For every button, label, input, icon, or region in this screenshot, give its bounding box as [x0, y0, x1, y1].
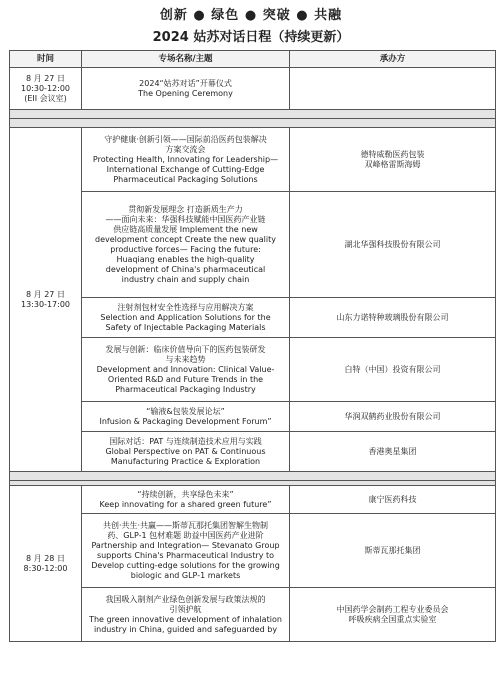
- topic-cell: [82, 588, 290, 642]
- organizer-cell: [290, 192, 496, 298]
- topic-text: 守护健康·创新引领——国际前沿医药包装解决: [104, 134, 267, 144]
- organizer-cell: [290, 128, 496, 192]
- topic-text: International Exchange of Cutting-Edge: [106, 164, 265, 174]
- topic-cell: [82, 298, 290, 338]
- time-text: 8:30-12:00: [23, 563, 68, 573]
- topic-text: Develop cutting-edge solutions for the growing: [91, 560, 280, 570]
- time-text: 8 月 28 日: [26, 553, 65, 563]
- topic-text: productive forces— Facing the future:: [110, 244, 261, 254]
- topic-cell: [82, 338, 290, 402]
- organizer-text: 华润双鹤药业股份有限公司: [344, 411, 441, 421]
- topic-cell: [82, 192, 290, 298]
- organizer-text: 康宁医药科技: [368, 494, 417, 504]
- organizer-cell: [290, 338, 496, 402]
- page-title: 2024 姑苏对话日程（持续更新）: [152, 30, 350, 45]
- organizer-cell: [290, 298, 496, 338]
- time-text: 8 月 27 日: [26, 289, 65, 299]
- organizer-text: 山东力诺特种玻璃股份有限公司: [336, 312, 449, 322]
- time-text: 8 月 27 日: [26, 73, 65, 83]
- time-cell: [10, 128, 82, 472]
- table-row: [10, 298, 496, 338]
- topic-text: development concept Create the new quality: [95, 234, 276, 244]
- topic-text: 注射剂包材安全性选择与应用解决方案: [117, 302, 254, 312]
- topic-text: Safety of Injectable Packaging Materials: [105, 322, 266, 332]
- topic-text: Infusion & Packaging Development Forum”: [99, 416, 272, 426]
- organizer-text: 湖北华强科技股份有限公司: [344, 239, 441, 249]
- table-row: [10, 128, 496, 192]
- topic-text: Huaqiang enables the high-quality: [116, 254, 255, 264]
- topic-cell: [82, 128, 290, 192]
- topic-cell: [82, 486, 290, 514]
- topic-text: 方案交流会: [165, 144, 206, 154]
- time-text: 10:30-12:00: [21, 83, 70, 93]
- table-row: [10, 514, 496, 588]
- organizer-cell: [290, 588, 496, 642]
- table-row: [10, 68, 496, 110]
- table-row: [10, 338, 496, 402]
- topic-text: “输液&包装发展论坛”: [146, 406, 225, 416]
- time-text: (EII 会议室): [24, 93, 67, 103]
- topic-text: Oriented R&D and Future Trends in the: [107, 374, 264, 384]
- column-header-topic: 专场名称/主题: [82, 51, 290, 68]
- table-row: [10, 432, 496, 472]
- topic-cell: [82, 402, 290, 432]
- time-text: 13:30-17:00: [21, 299, 70, 309]
- topic-cell: [82, 68, 290, 110]
- topic-text: supports China's Pharmaceutical Industry to: [96, 550, 275, 560]
- topic-text: 发展与创新：临床价值导向下的医药包装研发: [105, 344, 266, 354]
- topic-text: Manufacturing Practice & Exploration: [110, 456, 261, 466]
- organizer-text: 德特威勒医药包装: [360, 149, 425, 159]
- organizer-text: 双峰格雷斯海姆: [364, 159, 421, 169]
- topic-text: Pharmaceutical Packaging Industry: [115, 384, 256, 394]
- topic-cell: [82, 432, 290, 472]
- topic-text: 药、GLP-1 包材难题 助益中国医药产业进阶: [107, 530, 264, 540]
- topic-text: Global Perspective on PAT & Continuous: [105, 446, 266, 456]
- topic-text: 2024“姑苏对话”开幕仪式: [139, 78, 232, 88]
- topic-text: Partnership and Integration— Stevanato Group: [91, 540, 280, 550]
- time-cell: [10, 68, 82, 110]
- table-row: [10, 192, 496, 298]
- column-header-time: 时间: [10, 51, 82, 68]
- topic-text: 引领护航: [169, 604, 202, 614]
- topic-text: 供应链高质量发展 Implement the new: [113, 224, 258, 234]
- organizer-cell: [290, 68, 496, 110]
- topic-text: “持续创新，共享绿色未来”: [137, 489, 234, 499]
- organizer-cell: [290, 432, 496, 472]
- topic-text: The green innovative development of inhalation: [89, 614, 282, 624]
- section-divider: [10, 110, 496, 119]
- topic-text: industry in China, guided and safeguarded by: [93, 624, 278, 634]
- topic-text: 共创·共生·共赢——斯蒂瓦那托集团智解生物制: [102, 520, 269, 530]
- topic-text: 贯彻新发展理念 打造新质生产力: [128, 204, 243, 214]
- topic-text: ——面向未来：华强科技赋能中国医药产业链: [105, 214, 266, 224]
- topic-text: 我国吸入制剂产业绿色创新发展与政策法规的: [105, 594, 266, 604]
- table-row: [10, 402, 496, 432]
- organizer-text: 呼吸疾病全国重点实验室: [348, 614, 437, 624]
- topic-text: 与未来趋势: [165, 354, 206, 364]
- organizer-cell: [290, 514, 496, 588]
- column-header-organizer: 承办方: [290, 51, 496, 68]
- table-header-row: [10, 51, 496, 68]
- organizer-text: 白特（中国）投资有限公司: [344, 364, 441, 374]
- topic-text: Protecting Health, Innovating for Leadership—: [92, 154, 279, 164]
- schedule-table: [9, 50, 496, 642]
- topic-text: Selection and Application Solutions for the: [100, 312, 271, 322]
- topic-text: biologic and GLP-1 markets: [130, 570, 241, 580]
- organizer-text: 斯蒂瓦那托集团: [364, 545, 421, 555]
- organizer-text: 中国药学会制药工程专业委员会: [336, 604, 449, 614]
- topic-text: development of China's pharmaceutical: [105, 264, 266, 274]
- topic-text: Pharmaceutical Packaging Solutions: [113, 174, 258, 184]
- topic-text: Keep innovating for a shared green future”: [99, 499, 272, 509]
- organizer-cell: [290, 486, 496, 514]
- section-divider: [10, 119, 496, 128]
- topic-text: Development and Innovation: Clinical Value-: [96, 364, 275, 374]
- table-row: [10, 486, 496, 514]
- topic-cell: [82, 514, 290, 588]
- time-cell: [10, 486, 82, 642]
- section-divider: [10, 472, 496, 481]
- topic-text: 国际对话：PAT 与连续制造技术应用与实践: [109, 436, 262, 446]
- table-row: [10, 588, 496, 642]
- topic-text: industry chain and supply chain: [121, 274, 250, 284]
- organizer-text: 香港奥星集团: [368, 446, 417, 456]
- topic-text: The Opening Ceremony: [138, 88, 233, 98]
- organizer-cell: [290, 402, 496, 432]
- slogan: 创新 ● 绿色 ● 突破 ● 共融: [159, 8, 343, 23]
